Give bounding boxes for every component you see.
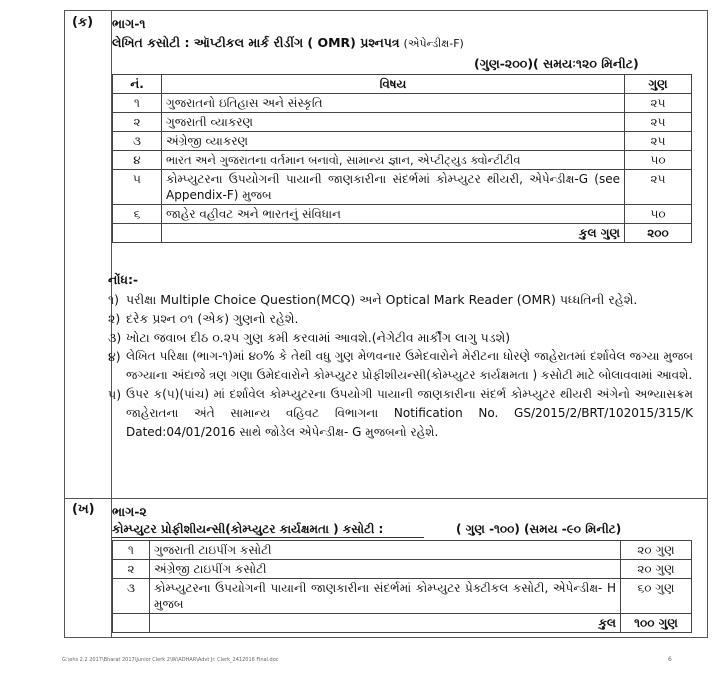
row-subject: ગુજરાતી ટાઇપીંગ કસોટી [150, 541, 621, 560]
row-marks: ૨૦ ગુણ [621, 541, 692, 560]
row-number: ૫ [113, 170, 162, 205]
note-item [108, 309, 693, 328]
note-number: ૨) [108, 311, 121, 326]
row-marks: ૨૫ [625, 94, 692, 113]
total-blank [113, 224, 162, 243]
row-subject: ગુજરાતનો ઇતિહાસ અને સંસ્કૃતિ [162, 94, 625, 113]
table-header-row [113, 75, 692, 94]
section-kh-title: કોમ્પ્યુટર પ્રોફીશીયન્સી(કોમ્પ્યુટર કાર્યક્ષમતા ) કસોટી : [112, 522, 384, 536]
note-text: દરેક પ્રશ્ન ૦૧ (એક) ગુણનો રહેશે. [126, 311, 299, 326]
section-kh-part: ભાગ-૨ [112, 504, 147, 519]
table-row [113, 205, 692, 224]
row-number: ૩ [113, 132, 162, 151]
table-total-row [113, 614, 692, 633]
row-marks: ૨૦ ગુણ [621, 560, 692, 579]
total-value: ૧૦૦ ગુણ [621, 614, 692, 633]
table-row [113, 170, 692, 205]
note-item [108, 328, 693, 347]
note-number: ૩) [108, 330, 122, 345]
header-subject: વિષય [162, 75, 625, 94]
row-subject: ભારત અને ગુજરાતના વર્તમાન બનાવો, સામાન્ય જ્ઞાન, એપ્ટીટ્યુડ ક્વોન્ટીટીવ [162, 151, 625, 170]
section-kh-marks-time: ( ગુણ -૧૦૦) (સમય -૯૦ મિનીટ) [456, 522, 622, 536]
note-item [108, 347, 693, 385]
table-total-row [113, 224, 692, 243]
section-k-marks-time: (ગુણ-૨૦૦)( સમયઃ૧૨૦ મિનીટ) [474, 56, 639, 71]
section-k-appendix: (એપેન્ડીક્ષ-F) [403, 37, 464, 50]
footer-file-path: G:\ehs 2.2 2017\Bharat 2017\Junior Clerk 2\W\ADHAR\Advt Jr. Clerk_2412016 Final.doc [62, 657, 279, 663]
note-item [108, 385, 693, 442]
header-number: નં. [113, 75, 162, 94]
row-number: ૨ [113, 113, 162, 132]
note-text: લેખિત પરિક્ષા (ભાગ-૧)માં ૪૦% કે તેથી વધુ ગુણ મેળવનાર ઉમેદવારોને મેરીટના ધોરણે જાહેરાતમાં દર્શાવેલ જગ્યા મુજબ જગ્યાના અંદાજે ત્રણ ગણા ઉમેદવારોને કોમ્પ્યુટર પ્રોફીશીયન્સી(કોમ્પ્યુટર કાર્યક્ષમતા ) કસોટી માટે બોલાવવામાં આવશે. [126, 349, 693, 382]
total-label: કુલ [150, 614, 621, 633]
table-row [113, 151, 692, 170]
row-subject: જાહેર વહીવટ અને ભારતનું સંવિધાન [162, 205, 625, 224]
note-item [108, 290, 693, 309]
row-number: ૧ [113, 541, 150, 560]
table-row [113, 113, 692, 132]
row-number: ૨ [113, 560, 150, 579]
section-kh-index: (ખ) [72, 502, 95, 517]
page-number: 6 [668, 656, 672, 663]
row-marks: ૬૦ ગુણ [621, 579, 692, 614]
note-number: ૫) [108, 387, 122, 402]
omr-subject-table [112, 74, 692, 243]
section-divider [65, 498, 707, 499]
note-number: ૪) [108, 349, 121, 364]
row-marks: ૫૦ [625, 151, 692, 170]
total-value: ૨૦૦ [625, 224, 692, 243]
row-marks: ૨૫ [625, 132, 692, 151]
total-blank [113, 614, 150, 633]
row-marks: ૨૫ [625, 170, 692, 205]
note-text: ઉપર ક(૫)(પાંચ) માં દર્શાવેલ કોમ્પ્યુટરના ઉપયોગી પાયાની જાણકારીના સંદર્ભ કોમ્પ્યુટર થીયરી અંગેનો અભ્યાસક્રમ જાહેરાતના અંતે સામાન્ય વહિવટ વિભાગના Notification No. GS/2015/2/BRT/102015/315/K Dated:04/01/2016 સાથે જોડેલ એપેન્ડીક્ષ- G મુજબનો રહેશે. [126, 387, 693, 439]
note-text: ખોટા જવાબ દીઠ ૦.૨૫ ગુણ કમી કરવામાં આવશે.(નેગેટીવ માર્કીંગ લાગુ પડશે) [126, 330, 511, 345]
row-number: ૧ [113, 94, 162, 113]
row-number: ૬ [113, 205, 162, 224]
notes-heading: નોંધ:- [108, 272, 139, 287]
row-subject: અંગ્રેજી વ્યાકરણ [162, 132, 625, 151]
section-k-title: લેખિત કસોટી : ઑપ્ટીકલ માર્ક રીડીંગ ( OMR) પ્રશ્નપત્ર [112, 35, 400, 50]
header-marks: ગુણ [625, 75, 692, 94]
note-text: પરીક્ષા Multiple Choice Question(MCQ) અને Optical Mark Reader (OMR) પધ્ધતિની રહેશે. [126, 292, 638, 307]
section-k-index: (ક) [72, 15, 94, 30]
row-marks: ૨૫ [625, 113, 692, 132]
note-number: ૧) [108, 292, 120, 307]
row-subject: અંગ્રેજી ટાઇપીંગ કસોટી [150, 560, 621, 579]
section-kh-title-underline [112, 537, 424, 538]
row-subject: કોમ્પ્યુટરના ઉપયોગની પાયાની જાણકારીના સંદર્ભમાં કોમ્પ્યુટર પ્રેક્ટીકલ કસોટી, એપેન્ડીક્ષ- H મુજબ [150, 579, 621, 614]
table-row [113, 94, 692, 113]
table-row [113, 541, 692, 560]
row-subject: ગુજરાતી વ્યાકરણ [162, 113, 625, 132]
table-row [113, 579, 692, 614]
total-label: કુલ ગુણ [162, 224, 625, 243]
section-k-title-line [112, 34, 464, 52]
row-number: ૩ [113, 579, 150, 614]
table-row [113, 132, 692, 151]
notes-section [108, 270, 693, 442]
row-number: ૪ [113, 151, 162, 170]
table-row [113, 560, 692, 579]
section-k-part: ભાગ-૧ [112, 16, 146, 31]
row-marks: ૫૦ [625, 205, 692, 224]
row-subject: કોમ્પ્યુટરના ઉપયોગની પાયાની જાણકારીના સંદર્ભમાં કોમ્પ્યુટર થીયરી, એપેન્ડીક્ષ-G (see Appendix-F) મુજબ [162, 170, 625, 205]
computer-proficiency-table [112, 540, 692, 633]
